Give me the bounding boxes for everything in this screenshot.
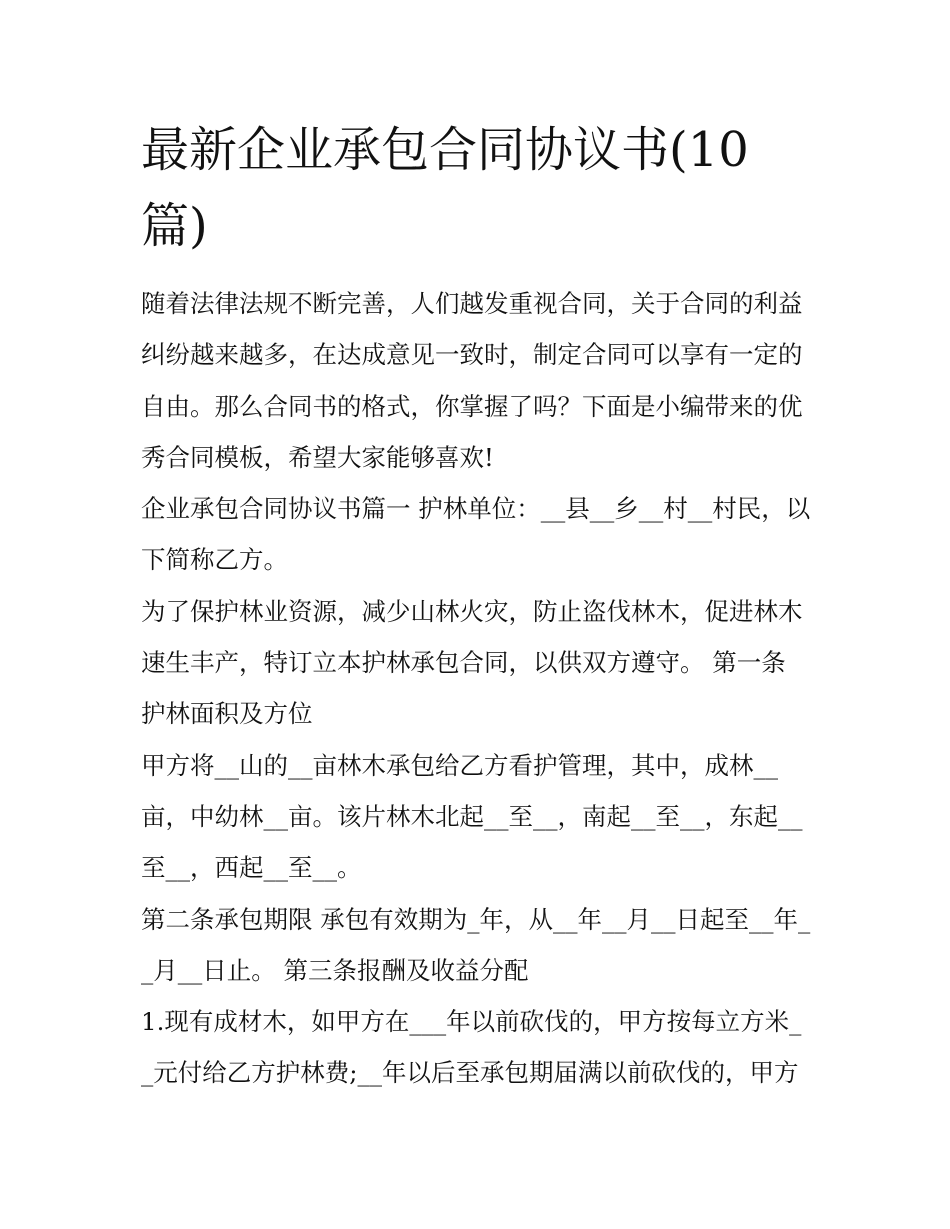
paragraph-term: 第二条承包期限 承包有效期为_年，从__年__月__日起至__年__月__日止。 第三条报酬及收益分配 bbox=[141, 904, 811, 985]
document-title: 最新企业承包合同协议书(10篇) bbox=[141, 122, 749, 254]
paragraph-compensation: 1.现有成材木，如甲方在___年以前砍伐的，甲方按每立方米__元付给乙方护林费;__年以后至承包期届满以前砍伐的，甲方 bbox=[141, 1007, 802, 1088]
paragraph-area: 甲方将__山的__亩林木承包给乙方看护管理，其中，成林__亩，中幼林__亩。该片林木北起__至__，南起__至__，东起__至__，西起__至__。 bbox=[141, 750, 803, 883]
document-body bbox=[141, 112, 813, 1099]
paragraph-purpose: 为了保护林业资源，减少山林火灾，防止盗伐林木，促进林木速生丰产，特订立本护林承包合同，以供双方遵守。 第一条 护林面积及方位 bbox=[141, 596, 803, 729]
paragraph-article-1-party: 企业承包合同协议书篇一 护林单位：__县__乡__村__村民，以下简称乙方。 bbox=[141, 494, 811, 575]
paragraph-intro: 随着法律法规不断完善，人们越发重视合同，关于合同的利益纠纷越来越多，在达成意见一致时，制定合同可以享有一定的自由。那么合同书的格式，你掌握了吗？下面是小编带来的优秀合同模板，希望大家能够喜欢! bbox=[141, 289, 803, 472]
